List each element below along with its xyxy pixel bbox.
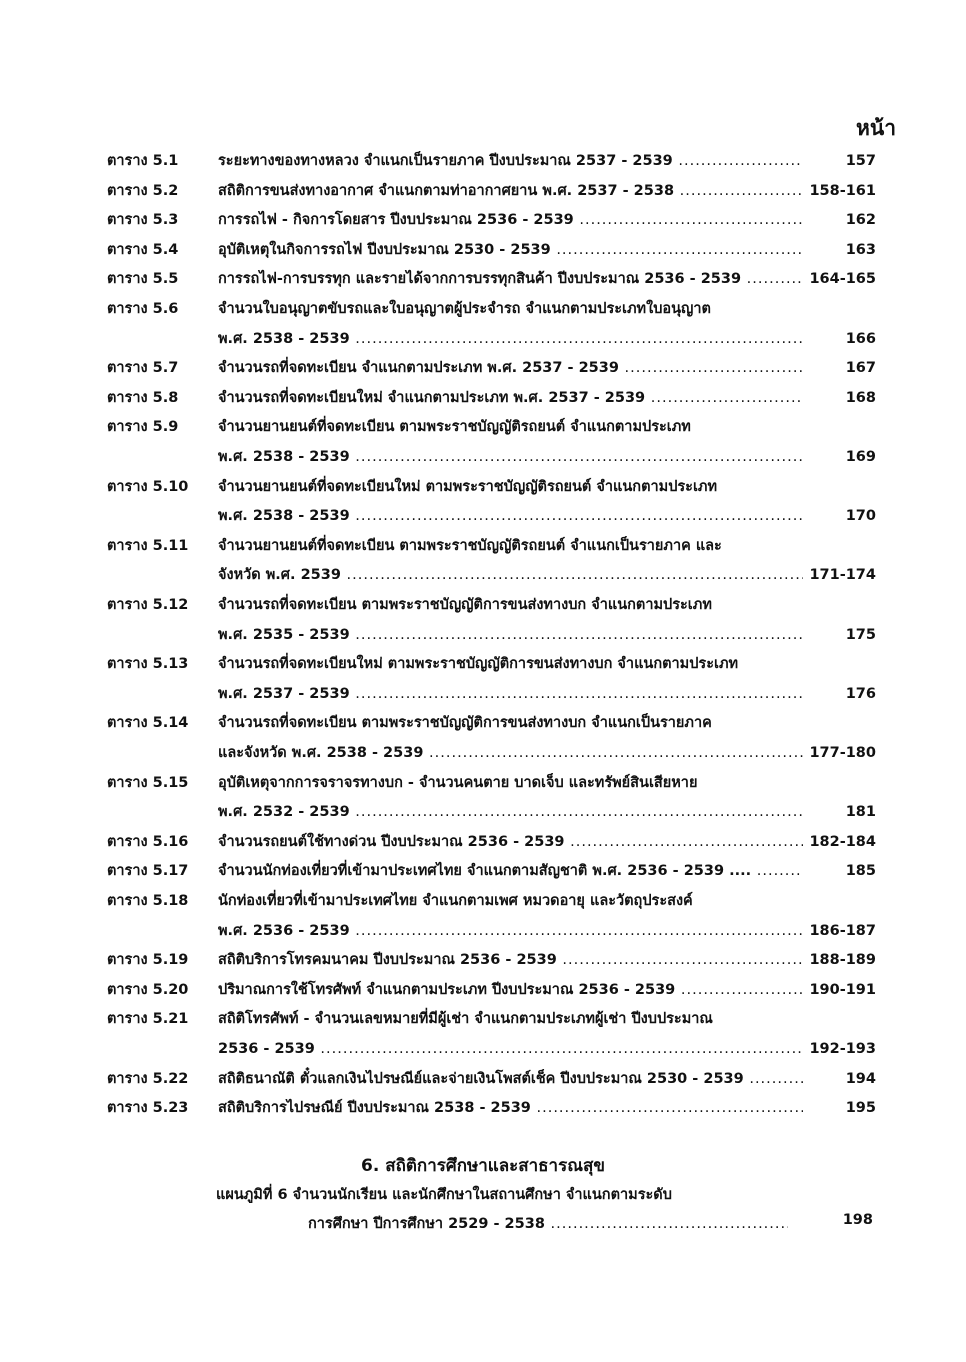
table-number-label: ตาราง 5.23 xyxy=(107,1100,189,1117)
table-title: จำนวนใบอนุญาตขับรถและใบอนุญาตผู้ประจำรถ จำแนกตามประเภทใบอนุญาต xyxy=(218,301,711,317)
table-title: การรถไฟ - กิจการโดยสาร ปีงบประมาณ 2536 - 2539 ..... xyxy=(218,205,803,235)
page-number: 186-187 xyxy=(809,922,876,939)
table-number-label: ตาราง 5.12 xyxy=(107,597,189,613)
page-number: 164-165 xyxy=(809,271,876,288)
table-title: การรถไฟ-การบรรทุก และรายได้จากการบรรทุกสินค้า ปีงบประมาณ 2536 - 2539 ..... xyxy=(218,264,803,294)
table-title: สถิติการขนส่งทางอากาศ จำแนกตามท่าอากาศยาน พ.ศ. 2537 - 2538 ..... xyxy=(218,176,803,206)
table-number-label: ตาราง 5.8 xyxy=(107,389,179,406)
table-title: จำนวนรถยนต์ใช้ทางด่วน ปีงบประมาณ 2536 - 2539 ..... xyxy=(218,827,803,857)
toc-entry xyxy=(0,1064,966,1094)
table-title: พ.ศ. 2537 - 2539 ..... xyxy=(218,679,803,709)
toc-entry-continuation xyxy=(0,560,966,590)
table-number-label: ตาราง 5.6 xyxy=(107,301,179,317)
table-title: จำนวนยานยนต์ที่จดทะเบียน ตามพระราชบัญญัติรถยนต์ จำแนกตามประเภท xyxy=(218,419,691,436)
toc-entry-continuation xyxy=(0,620,966,650)
toc-entry xyxy=(0,531,966,561)
table-number-label: ตาราง 5.18 xyxy=(107,893,189,909)
table-title: จำนวนรถที่จดทะเบียน ตามพระราชบัญญัติการขนส่งทางบก จำแนกตามประเภท xyxy=(218,597,712,613)
table-title: จำนวนรถที่จดทะเบียนใหม่ ตามพระราชบัญญัติการขนส่งทางบก จำแนกตามประเภท xyxy=(218,656,739,673)
table-title: จำนวนรถที่จดทะเบียนใหม่ จำแนกตามประเภท พ.ศ. 2537 - 2539 ..... xyxy=(218,383,803,413)
page-number: 157 xyxy=(845,153,876,169)
toc-entry xyxy=(0,294,966,324)
toc-entry xyxy=(0,176,966,206)
table-number-label: ตาราง 5.1 xyxy=(107,153,179,169)
table-title: และจังหวัด พ.ศ. 2538 - 2539 ..... xyxy=(218,738,803,768)
toc-entry xyxy=(0,708,966,738)
toc-entry xyxy=(0,412,966,442)
toc-entry xyxy=(0,146,966,176)
toc-entry-continuation xyxy=(0,679,966,709)
table-title: สถิติโทรศัพท์ - จำนวนเลขหมายที่มีผู้เช่า จำแนกตามประเภทผู้เช่า ปีงบประมาณ xyxy=(218,1011,713,1028)
toc-entry xyxy=(0,886,966,916)
table-title: อุบัติเหตุในกิจการรถไฟ ปีงบประมาณ 2530 - 2539 ..... xyxy=(218,235,803,265)
page-number: 194 xyxy=(845,1070,876,1087)
page-number: 171-174 xyxy=(809,567,876,584)
table-title: ระยะทางของทางหลวง จำแนกเป็นรายภาค ปีงบประมาณ 2537 - 2539 ..... xyxy=(218,146,803,176)
toc-entry-continuation xyxy=(0,797,966,827)
page-number: 181 xyxy=(845,804,876,821)
table-number-label: ตาราง 5.17 xyxy=(107,863,189,880)
table-title: จำนวนยานยนต์ที่จดทะเบียนใหม่ ตามพระราชบัญญัติรถยนต์ จำแนกตามประเภท xyxy=(218,478,718,495)
table-title: จำนวนยานยนต์ที่จดทะเบียน ตามพระราชบัญญัติรถยนต์ จำแนกเป็นรายภาค และ xyxy=(218,537,722,554)
table-number-label: ตาราง 5.15 xyxy=(107,774,189,791)
table-title: จำนวนรถที่จดทะเบียน ตามพระราชบัญญัติการขนส่งทางบก จำแนกเป็นรายภาค xyxy=(218,715,712,732)
table-number-label: ตาราง 5.19 xyxy=(107,952,189,969)
table-title: พ.ศ. 2538 - 2539 ..... xyxy=(218,501,803,531)
toc-entry xyxy=(0,827,966,857)
table-title: จำนวนรถที่จดทะเบียน จำแนกตามประเภท พ.ศ. 2537 - 2539 ..... xyxy=(218,353,803,383)
table-title: พ.ศ. 2535 - 2539 ..... xyxy=(218,620,803,650)
page-number: 175 xyxy=(845,626,876,643)
page-number: 169 xyxy=(845,449,876,465)
table-number-label: ตาราง 5.4 xyxy=(107,241,179,258)
toc-entry xyxy=(0,1093,966,1123)
table-title: พ.ศ. 2532 - 2539 ..... xyxy=(218,797,803,827)
table-number-label: ตาราง 5.2 xyxy=(107,182,179,199)
table-title: สถิติบริการไปรษณีย์ ปีงบประมาณ 2538 - 2539 ..... xyxy=(218,1093,803,1123)
page-number: 163 xyxy=(845,241,876,258)
page-number: 192-193 xyxy=(809,1041,876,1057)
chart-entry-title-line1: แผนภูมิที่ 6 จำนวนนักเรียน และนักศึกษาในสถานศึกษา จำแนกตามระดับ xyxy=(216,1187,672,1203)
page-number: 170 xyxy=(845,508,876,525)
table-number-label: ตาราง 5.5 xyxy=(107,271,179,288)
table-title: นักท่องเที่ยวที่เข้ามาประเทศไทย จำแนกตามเพศ หมวดอายุ และวัตถุประสงค์ xyxy=(218,893,693,909)
table-number-label: ตาราง 5.10 xyxy=(107,478,189,495)
page-number: 195 xyxy=(845,1100,876,1117)
toc-entry xyxy=(0,383,966,413)
table-title: อุบัติเหตุจากการจราจรทางบก - จำนวนคนตาย บาดเจ็บ และทรัพย์สินเสียหาย xyxy=(218,774,698,791)
page-number: 168 xyxy=(845,389,876,406)
page-number: 177-180 xyxy=(809,745,876,761)
toc-entry xyxy=(0,590,966,620)
toc-entry xyxy=(0,975,966,1005)
table-number-label: ตาราง 5.14 xyxy=(107,715,189,732)
toc-entry xyxy=(0,945,966,975)
table-number-label: ตาราง 5.11 xyxy=(107,537,189,554)
chart-entry-page: 198 xyxy=(842,1212,873,1228)
table-number-label: ตาราง 5.21 xyxy=(107,1011,189,1028)
toc-entry xyxy=(0,353,966,383)
toc-entry-continuation xyxy=(0,501,966,531)
page-number: 176 xyxy=(845,685,876,702)
toc-entry xyxy=(0,649,966,679)
table-title: 2536 - 2539 ..... xyxy=(218,1034,803,1064)
table-title: สถิติบริการโทรคมนาคม ปีงบประมาณ 2536 - 2539 ..... xyxy=(218,945,803,975)
toc-entry-continuation xyxy=(0,916,966,946)
table-title: ปริมาณการใช้โทรศัพท์ จำแนกตามประเภท ปีงบประมาณ 2536 - 2539 ..... xyxy=(218,975,803,1005)
toc-entry-continuation xyxy=(0,442,966,472)
page-number: 166 xyxy=(845,330,876,347)
toc-entry xyxy=(0,264,966,294)
table-number-label: ตาราง 5.13 xyxy=(107,656,189,673)
table-title: จังหวัด พ.ศ. 2539 ..... xyxy=(218,560,803,590)
page-number: 182-184 xyxy=(809,833,876,850)
table-number-label: ตาราง 5.7 xyxy=(107,360,179,377)
table-number-label: ตาราง 5.16 xyxy=(107,833,189,850)
toc-entry xyxy=(0,235,966,265)
table-title: พ.ศ. 2538 - 2539 ..... xyxy=(218,442,803,472)
table-number-label: ตาราง 5.22 xyxy=(107,1070,189,1087)
table-title: พ.ศ. 2538 - 2539 ..... xyxy=(218,324,803,354)
chart-entry-title-line2: การศึกษา ปีการศึกษา 2529 - 2538 ..... xyxy=(308,1212,788,1235)
table-title: พ.ศ. 2536 - 2539 ..... xyxy=(218,916,803,946)
toc-entry xyxy=(0,1004,966,1034)
toc-entry-continuation xyxy=(0,324,966,354)
page-number: 162 xyxy=(845,212,876,229)
table-title: สถิติธนาณัติ ตั๋วแลกเงินไปรษณีย์และจ่ายเงินโพสต์เช็ค ปีงบประมาณ 2530 - 2539 ..... xyxy=(218,1064,803,1094)
page-number: 185 xyxy=(845,863,876,880)
toc-entry xyxy=(0,768,966,798)
toc-entry-continuation xyxy=(0,1034,966,1064)
page-number: 190-191 xyxy=(809,981,876,998)
table-title: จำนวนนักท่องเที่ยวที่เข้ามาประเทศไทย จำแนกตามสัญชาติ พ.ศ. 2536 - 2539 .... ..... xyxy=(218,856,803,886)
toc-entry xyxy=(0,205,966,235)
page-number: 167 xyxy=(845,360,876,377)
toc-entry xyxy=(0,856,966,886)
page-number: 188-189 xyxy=(809,952,876,969)
table-number-label: ตาราง 5.3 xyxy=(107,212,179,229)
page-column-header: หน้า xyxy=(856,116,896,140)
toc-entry xyxy=(0,472,966,502)
table-number-label: ตาราง 5.20 xyxy=(107,981,189,998)
toc-entry-continuation xyxy=(0,738,966,768)
table-number-label: ตาราง 5.9 xyxy=(107,419,179,436)
page-number: 158-161 xyxy=(809,182,876,199)
section-title: 6. สถิติการศึกษาและสาธารณสุข xyxy=(361,1156,605,1176)
